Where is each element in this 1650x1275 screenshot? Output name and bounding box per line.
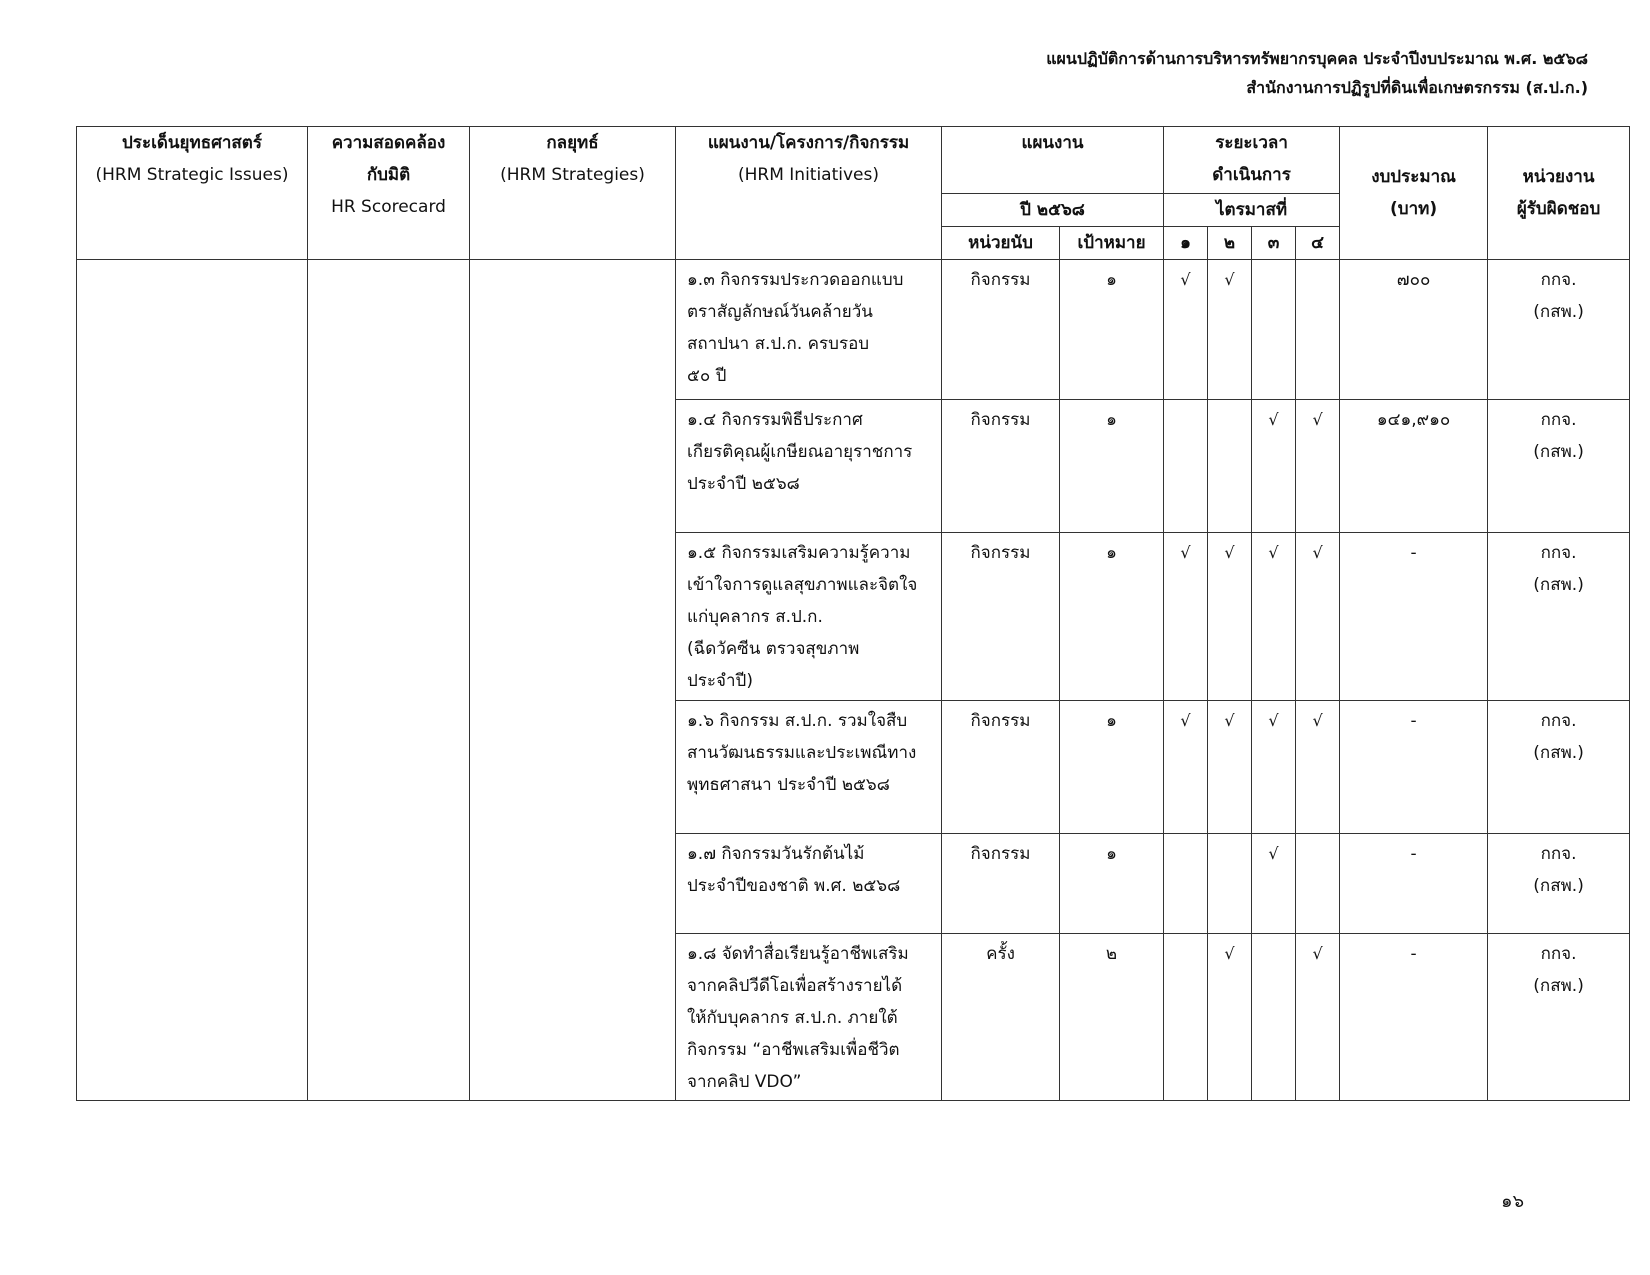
budget-cell: - <box>1340 533 1488 701</box>
quarter-3-check: √ <box>1252 701 1296 834</box>
page-number: ๑๖ <box>1501 1191 1524 1212</box>
quarter-4-check: √ <box>1296 934 1340 1101</box>
activity-cell: ๑.๘ จัดทำสื่อเรียนรู้อาชีพเสริม จากคลิปวีดีโอเพื่อสร้างรายได้ ให้กับบุคลากร ส.ป.ก. ภายใต้ กิจกรรม “อาชีพเสริมเพื่อชีวิต จากคลิป VDO” <box>676 934 942 1101</box>
quarter-3-check: √ <box>1252 533 1296 701</box>
unit-cell: กิจกรรม <box>942 533 1060 701</box>
header-quarter-3: ๓ <box>1252 227 1296 260</box>
header-target: เป้าหมาย <box>1060 227 1164 260</box>
target-cell: ๑ <box>1060 400 1164 533</box>
header-unit: หน่วยนับ <box>942 227 1060 260</box>
header-period: ระยะเวลา ดำเนินการ <box>1164 127 1340 194</box>
quarter-2-check: √ <box>1208 701 1252 834</box>
quarter-2-check <box>1208 834 1252 934</box>
budget-cell: - <box>1340 934 1488 1101</box>
responsible-cell: กกจ. (กสพ.) <box>1488 701 1630 834</box>
activity-cell: ๑.๕ กิจกรรมเสริมความรู้ความ เข้าใจการดูแลสุขภาพและจิตใจ แก่บุคลากร ส.ป.ก. (ฉีดวัคซีน ตรวจสุขภาพ ประจำปี) <box>676 533 942 701</box>
scorecard-cell <box>308 260 470 1101</box>
header-budget: งบประมาณ (บาท) <box>1340 127 1488 260</box>
unit-cell: กิจกรรม <box>942 260 1060 400</box>
activity-cell: ๑.๓ กิจกรรมประกวดออกแบบ ตราสัญลักษณ์วันคล้ายวัน สถาปนา ส.ป.ก. ครบรอบ ๕๐ ปี <box>676 260 942 400</box>
unit-cell: กิจกรรม <box>942 834 1060 934</box>
quarter-1-check: √ <box>1164 701 1208 834</box>
quarter-4-check <box>1296 260 1340 400</box>
target-cell: ๑ <box>1060 834 1164 934</box>
header-quarter-1: ๑ <box>1164 227 1208 260</box>
target-cell: ๑ <box>1060 533 1164 701</box>
target-cell: ๑ <box>1060 260 1164 400</box>
header-initiatives: แผนงาน/โครงการ/กิจกรรม (HRM Initiatives) <box>676 127 942 260</box>
activity-cell: ๑.๖ กิจกรรม ส.ป.ก. รวมใจสืบ สานวัฒนธรรมและประเพณีทาง พุทธศาสนา ประจำปี ๒๕๖๘ <box>676 701 942 834</box>
quarter-1-check: √ <box>1164 533 1208 701</box>
table-body <box>77 260 1630 1101</box>
quarter-2-check: √ <box>1208 934 1252 1101</box>
unit-cell: กิจกรรม <box>942 701 1060 834</box>
responsible-cell: กกจ. (กสพ.) <box>1488 834 1630 934</box>
budget-cell: ๗๐๐ <box>1340 260 1488 400</box>
hr-action-plan-table <box>76 126 1630 1101</box>
quarter-4-check <box>1296 834 1340 934</box>
quarter-3-check <box>1252 260 1296 400</box>
strategic-issue-cell <box>77 260 308 1101</box>
header-quarter-4: ๔ <box>1296 227 1340 260</box>
quarter-3-check: √ <box>1252 400 1296 533</box>
quarter-3-check: √ <box>1252 834 1296 934</box>
quarter-1-check <box>1164 834 1208 934</box>
responsible-cell: กกจ. (กสพ.) <box>1488 400 1630 533</box>
target-cell: ๑ <box>1060 701 1164 834</box>
header-organization: สำนักงานการปฏิรูปที่ดินเพื่อเกษตรกรรม (ส.ป.ก.) <box>1246 78 1588 97</box>
budget-cell: - <box>1340 701 1488 834</box>
quarter-1-check <box>1164 934 1208 1101</box>
header-plan: แผนงาน <box>942 127 1164 194</box>
budget-cell: ๑๔๑,๙๑๐ <box>1340 400 1488 533</box>
table-row <box>77 260 1630 400</box>
quarter-2-check: √ <box>1208 533 1252 701</box>
quarter-4-check: √ <box>1296 400 1340 533</box>
header-plan-year: ปี ๒๕๖๘ <box>942 194 1164 227</box>
responsible-cell: กกจ. (กสพ.) <box>1488 934 1630 1101</box>
quarter-2-check: √ <box>1208 260 1252 400</box>
header-responsible: หน่วยงาน ผู้รับผิดชอบ <box>1488 127 1630 260</box>
responsible-cell: กกจ. (กสพ.) <box>1488 260 1630 400</box>
unit-cell: กิจกรรม <box>942 400 1060 533</box>
strategy-cell <box>470 260 676 1101</box>
document-header <box>1046 44 1588 102</box>
budget-cell: - <box>1340 834 1488 934</box>
target-cell: ๒ <box>1060 934 1164 1101</box>
unit-cell: ครั้ง <box>942 934 1060 1101</box>
header-strategies: กลยุทธ์ (HRM Strategies) <box>470 127 676 260</box>
header-quarter: ไตรมาสที่ <box>1164 194 1340 227</box>
quarter-4-check: √ <box>1296 533 1340 701</box>
quarter-1-check: √ <box>1164 260 1208 400</box>
header-scorecard: ความสอดคล้อง กับมิติ HR Scorecard <box>308 127 470 260</box>
quarter-2-check <box>1208 400 1252 533</box>
quarter-4-check: √ <box>1296 701 1340 834</box>
quarter-1-check <box>1164 400 1208 533</box>
header-strategic-issues: ประเด็นยุทธศาสตร์ (HRM Strategic Issues) <box>77 127 308 260</box>
header-quarter-2: ๒ <box>1208 227 1252 260</box>
responsible-cell: กกจ. (กสพ.) <box>1488 533 1630 701</box>
header-title: แผนปฏิบัติการด้านการบริหารทรัพยากรบุคคล ประจำปีงบประมาณ พ.ศ. ๒๕๖๘ <box>1046 49 1588 68</box>
activity-cell: ๑.๔ กิจกรรมพิธีประกาศ เกียรติคุณผู้เกษียณอายุราชการ ประจำปี ๒๕๖๘ <box>676 400 942 533</box>
quarter-3-check <box>1252 934 1296 1101</box>
activity-cell: ๑.๗ กิจกรรมวันรักต้นไม้ ประจำปีของชาติ พ.ศ. ๒๕๖๘ <box>676 834 942 934</box>
